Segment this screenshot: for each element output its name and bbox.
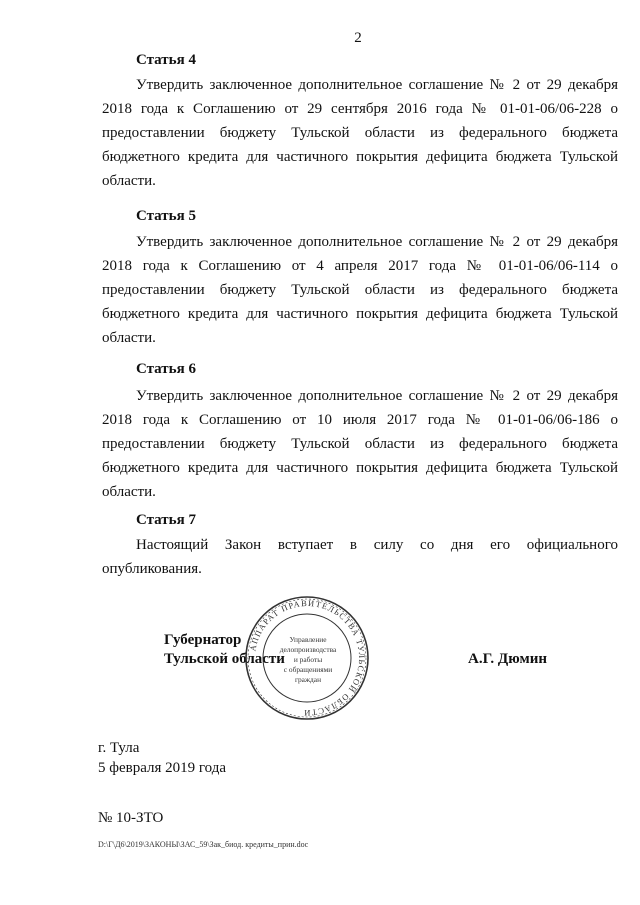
article-4-title: Статья 4: [136, 52, 196, 68]
signature-name: А.Г. Дюмин: [468, 651, 548, 667]
law-number: № 10-ЗТО: [98, 810, 164, 826]
stamp-inner-line-3: и работы: [293, 655, 323, 664]
article-6-text: [102, 384, 618, 504]
official-stamp: [244, 595, 370, 721]
stamp-inner-line-5: граждан: [294, 675, 322, 684]
stamp-inner-line-1: Управление: [289, 635, 327, 644]
stamp-outer-text: АППАРАТ ПРАВИТЕЛЬСТВА ТУЛЬСКОЙ ОБЛАСТИ: [248, 598, 367, 718]
article-7-text: [102, 533, 618, 581]
article-6-paragraph: Утвердить заключенное дополнительное соглашение № 2 от 29 декабря 2018 года к Соглашению от 10 июля 2017 года № 01-01-06/06-186 о предоставлении бюджету Тульской области из федерального бюджета бюджетного кредита для частичного покрытия дефицита бюджета Тульской области.: [102, 388, 618, 500]
article-7-paragraph: Настоящий Закон вступает в силу со дня его официального опубликования.: [102, 537, 618, 577]
file-path: D:\Г\Д6\2019\ЗАКОНЫ\ЗАС_59\Зак_биод. кредиты_прин.doc: [98, 840, 309, 849]
article-4-text: [102, 73, 618, 193]
article-7-title: Статья 7: [136, 512, 196, 528]
article-5-text: [102, 230, 618, 350]
page-number: 2: [354, 30, 362, 46]
stamp-inner-line-2: делопроизводства: [279, 645, 337, 654]
article-5-paragraph: Утвердить заключенное дополнительное соглашение № 2 от 29 декабря 2018 года к Соглашению от 4 апреля 2017 года № 01-01-06/06-114 о предоставлении бюджету Тульской области из федерального бюджета бюджетного кредита для частичного покрытия дефицита бюджета Тульской области.: [102, 234, 618, 346]
place: г. Тула: [98, 740, 140, 756]
article-6-title: Статья 6: [136, 361, 196, 377]
article-5-title: Статья 5: [136, 208, 196, 224]
date: 5 февраля 2019 года: [98, 760, 227, 776]
signature-position-line1: Губернатор: [164, 632, 242, 648]
signature-position-line2: Тульской области: [164, 651, 285, 667]
article-4-paragraph: Утвердить заключенное дополнительное соглашение № 2 от 29 декабря 2018 года к Соглашению от 29 сентября 2016 года № 01-01-06/06-228 о предоставлении бюджету Тульской области из федерального бюджета бюджетного кредита для частичного покрытия дефицита бюджета Тульской области.: [102, 77, 618, 189]
stamp-inner-line-4: с обращениями: [283, 665, 333, 674]
